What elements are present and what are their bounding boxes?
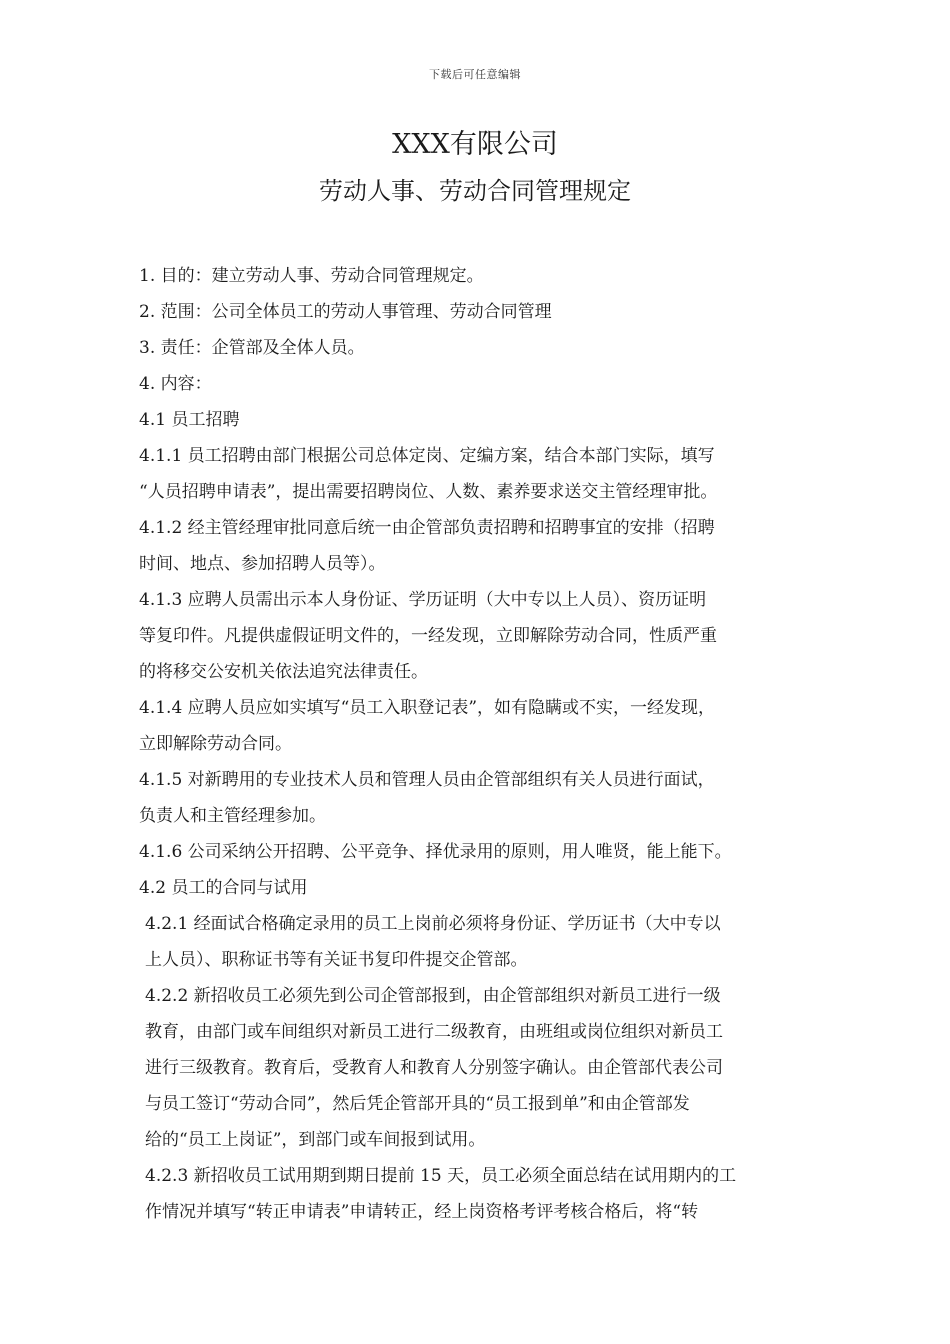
body-line: 上人员）、职称证书等有关证书复印件提交企管部。 (145, 950, 528, 970)
body-line: 4.1.2 经主管经理审批同意后统一由企管部负责招聘和招聘事宜的安排（招聘 (139, 518, 715, 538)
body-line: 4.2.1 经面试合格确定录用的员工上岗前必须将身份证、学历证书（大中专以 (145, 914, 721, 934)
body-line: 的将移交公安机关依法追究法律责任。 (139, 662, 428, 682)
body-line: 4.2.2 新招收员工必须先到公司企管部报到，由企管部组织对新员工进行一级 (145, 986, 721, 1006)
body-line: “人员招聘申请表”，提出需要招聘岗位、人数、素养要求送交主管经理审批。 (139, 482, 718, 502)
body-line: 3. 责任：企管部及全体人员。 (139, 338, 365, 358)
body-line: 4.2 员工的合同与试用 (139, 878, 308, 898)
body-line: 立即解除劳动合同。 (139, 734, 292, 754)
body-line: 1. 目的：建立劳动人事、劳动合同管理规定。 (139, 266, 484, 286)
body-line: 等复印件。凡提供虚假证明文件的，一经发现，立即解除劳动合同，性质严重 (139, 626, 717, 646)
header-note: 下载后可任意编辑 (429, 68, 521, 81)
body-line: 2. 范围：公司全体员工的劳动人事管理、劳动合同管理 (139, 302, 552, 322)
body-line: 负责人和主管经理参加。 (139, 806, 326, 826)
body-line: 4.1.4 应聘人员应如实填写“员工入职登记表”，如有隐瞒或不实，一经发现， (139, 698, 716, 718)
body-line: 与员工签订“劳动合同”，然后凭企管部开具的“员工报到单”和由企管部发 (145, 1094, 690, 1114)
document-body (139, 258, 824, 1230)
body-line: 4.1.3 应聘人员需出示本人身份证、学历证明（大中专以上人员）、资历证明 (139, 590, 707, 610)
body-line: 4.1.1 员工招聘由部门根据公司总体定岗、定编方案，结合本部门实际，填写 (139, 446, 715, 466)
document-subtitle: 劳动人事、劳动合同管理规定 (319, 177, 631, 205)
body-line: 作情况并填写“转正申请表”申请转正，经上岗资格考评考核合格后，将“转 (145, 1202, 699, 1222)
body-line: 4. 内容： (139, 374, 212, 394)
body-line: 4.1.6 公司采纳公开招聘、公平竞争、择优录用的原则，用人唯贤，能上能下。 (139, 842, 732, 862)
body-line: 4.1.5 对新聘用的专业技术人员和管理人员由企管部组织有关人员进行面试， (139, 770, 715, 790)
body-line: 给的“员工上岗证”，到部门或车间报到试用。 (145, 1130, 486, 1150)
document-title: XXX有限公司 (392, 129, 558, 160)
body-line: 4.2.3 新招收员工试用期到期日提前 15 天，员工必须全面总结在试用期内的工 (145, 1166, 737, 1186)
body-line: 进行三级教育。教育后，受教育人和教育人分别签字确认。由企管部代表公司 (145, 1058, 723, 1078)
body-line: 4.1 员工招聘 (139, 410, 240, 430)
body-line: 时间、地点、参加招聘人员等）。 (139, 554, 386, 574)
body-line: 教育，由部门或车间组织对新员工进行二级教育，由班组或岗位组织对新员工 (145, 1022, 723, 1042)
